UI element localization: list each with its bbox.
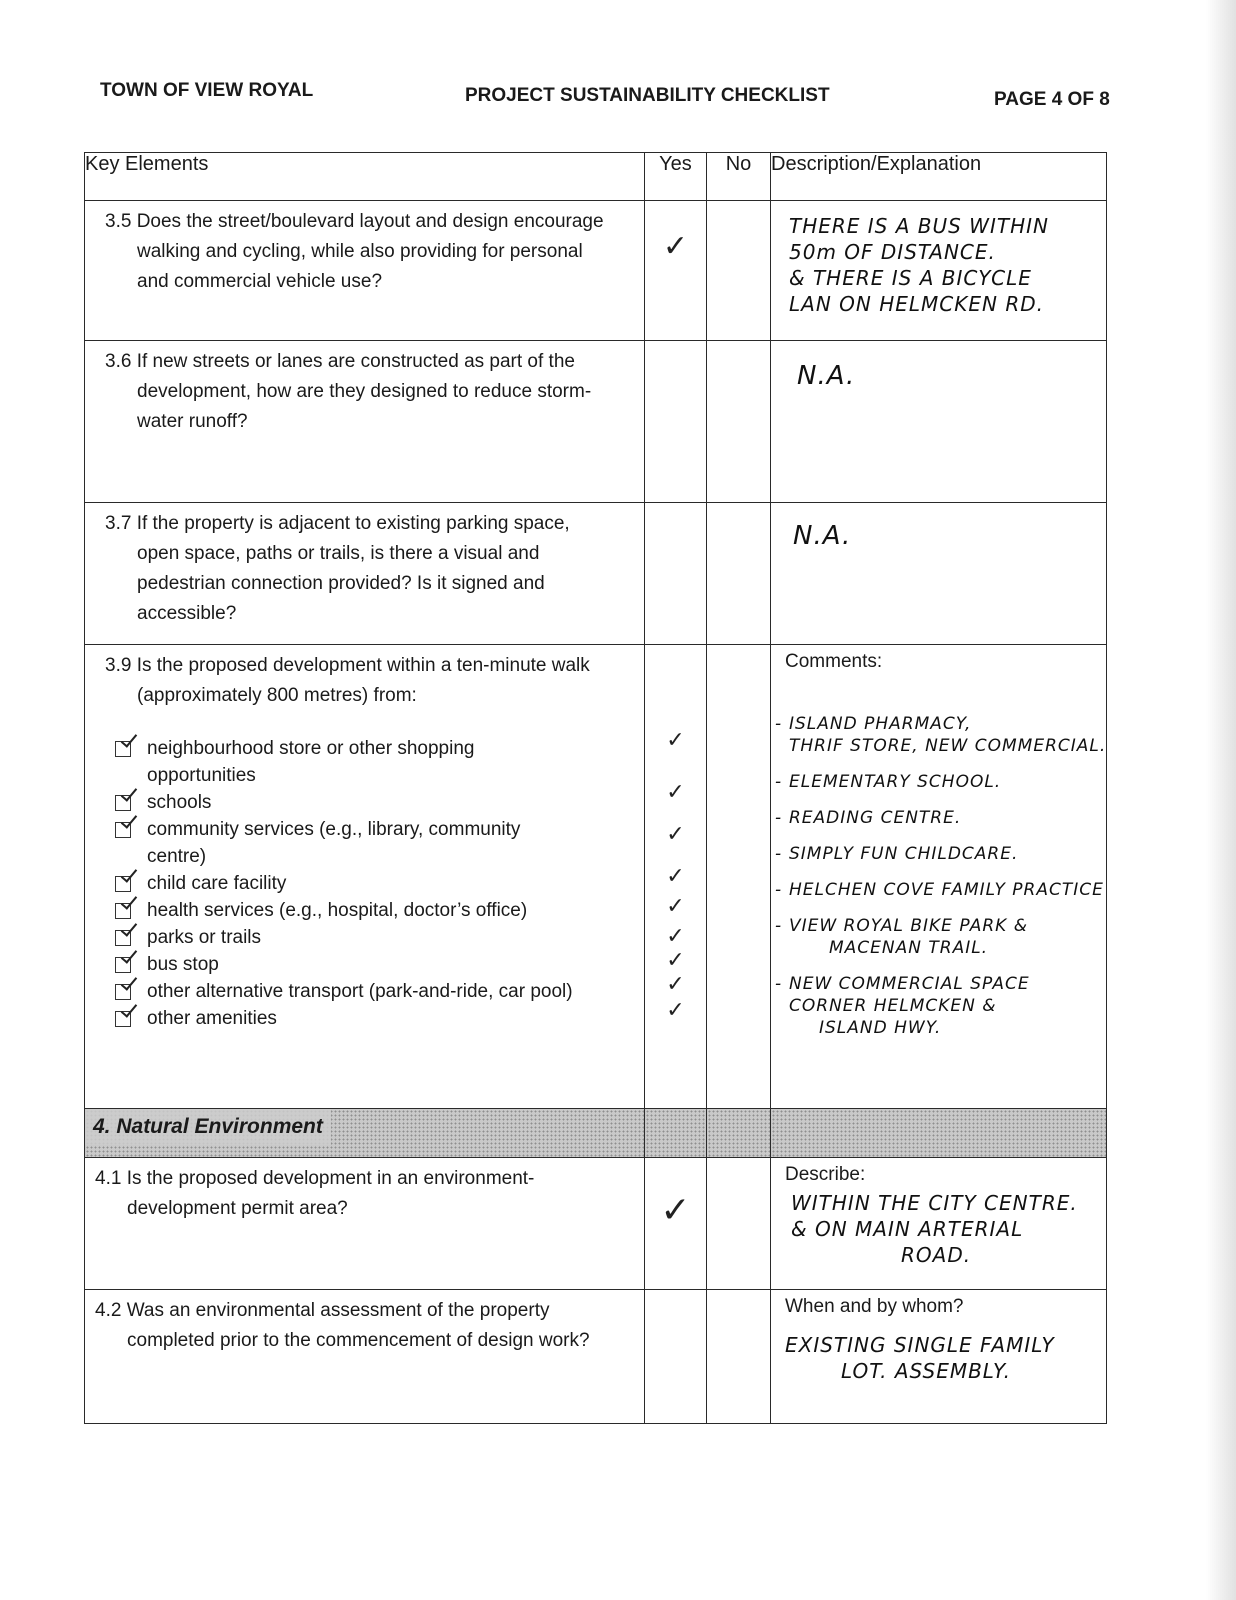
list-item	[115, 816, 644, 870]
handwritten-answer: - NEW COMMERCIAL SPACE	[789, 974, 1030, 994]
section-shaded-cell	[707, 1109, 771, 1158]
page-edge-shadow	[1206, 0, 1236, 1600]
handwritten-answer: - ELEMENTARY SCHOOL.	[789, 772, 1002, 792]
answer-3-9	[771, 645, 1107, 1109]
yes-checkmark: ✓	[666, 998, 685, 1023]
no-cell-3-6	[707, 341, 771, 503]
question-line: water runoff?	[137, 411, 248, 432]
yes-cell-4-2	[645, 1290, 707, 1424]
handwritten-answer: & ON MAIN ARTERIAL	[791, 1217, 1024, 1241]
section-header-row	[85, 1109, 1107, 1158]
amenity-label: other amenities	[147, 1008, 277, 1029]
handwritten-answer: LAN ON HELMCKEN RD.	[789, 292, 1044, 316]
checkbox-icon	[115, 1011, 131, 1027]
handwritten-answer: THRIF STORE, NEW COMMERCIAL.	[789, 736, 1107, 756]
amenity-label: child care facility	[147, 873, 287, 894]
header-org: TOWN OF VIEW ROYAL	[100, 80, 314, 101]
question-line: 3.9 Is the proposed development within a ten-minute walk	[105, 655, 590, 676]
table-row-4-1	[85, 1158, 1107, 1290]
question-3-5	[85, 201, 645, 341]
answer-4-2	[771, 1290, 1107, 1424]
yes-cell-4-1	[645, 1158, 707, 1290]
table-row-3-6	[85, 341, 1107, 503]
yes-checkmark: ✓	[662, 229, 689, 264]
question-3-7	[85, 503, 645, 645]
list-item	[775, 713, 1106, 757]
question-line: 3.7 If the property is adjacent to existing parking space,	[105, 513, 570, 534]
handwritten-answer: LOT. ASSEMBLY.	[841, 1359, 1012, 1383]
yes-checkmark: ✓	[666, 822, 685, 847]
question-line: open space, paths or trails, is there a visual and	[137, 543, 540, 564]
list-item	[115, 735, 644, 789]
checkbox-icon	[115, 822, 131, 838]
checkbox-icon	[115, 984, 131, 1000]
handwritten-answer: & THERE IS A BICYCLE	[789, 266, 1032, 290]
handwritten-answer: N.A.	[793, 521, 852, 551]
handwritten-answer: 50m OF DISTANCE.	[789, 240, 996, 264]
handwritten-answer: ISLAND HWY.	[819, 1018, 942, 1038]
col-header-key-elements: Key Elements	[85, 153, 645, 201]
question-4-2	[85, 1290, 645, 1424]
yes-checkmark: ✓	[666, 728, 685, 753]
question-3-6	[85, 341, 645, 503]
yes-checkmark: ✓	[666, 894, 685, 919]
question-line: (approximately 800 metres) from:	[137, 685, 417, 706]
amenity-label: neighbourhood store or other shopping	[147, 738, 475, 759]
yes-checkmark: ✓	[666, 972, 685, 997]
handwritten-answer: THERE IS A BUS WITHIN	[789, 214, 1049, 238]
describe-label: Describe:	[785, 1164, 866, 1185]
header-page-number: PAGE 4 OF 8	[994, 89, 1110, 110]
yes-cell-3-5	[645, 201, 707, 341]
question-line: development, how are they designed to reduce storm-	[137, 381, 592, 402]
handwritten-answer: EXISTING SINGLE FAMILY	[785, 1333, 1055, 1357]
question-line: development permit area?	[127, 1198, 348, 1219]
no-cell-4-1	[707, 1158, 771, 1290]
handwritten-answer: WITHIN THE CITY CENTRE.	[791, 1191, 1078, 1215]
handwritten-answer: CORNER HELMCKEN &	[789, 996, 997, 1016]
handwritten-answer: - VIEW ROYAL BIKE PARK &	[789, 916, 1028, 936]
question-line: 4.2 Was an environmental assessment of the property	[95, 1300, 550, 1321]
amenity-label: parks or trails	[147, 927, 262, 948]
checkbox-icon	[115, 903, 131, 919]
no-cell-3-5	[707, 201, 771, 341]
yes-checkmark: ✓	[666, 864, 685, 889]
list-item	[775, 807, 1106, 829]
amenity-label: community services (e.g., library, community	[147, 819, 521, 840]
amenity-label: bus stop	[147, 954, 219, 975]
checklist-table	[84, 152, 1107, 1424]
no-cell-3-7	[707, 503, 771, 645]
list-item	[115, 1005, 644, 1032]
handwritten-answer-list	[771, 713, 1106, 1039]
handwritten-answer: - READING CENTRE.	[789, 808, 962, 828]
yes-checkmark: ✓	[666, 948, 685, 973]
table-row-3-7	[85, 503, 1107, 645]
question-3-9	[85, 645, 645, 1109]
question-line: and commercial vehicle use?	[137, 271, 383, 292]
list-item	[775, 879, 1106, 901]
table-row-3-5	[85, 201, 1107, 341]
checkbox-icon	[115, 876, 131, 892]
question-4-1	[85, 1158, 645, 1290]
checkbox-icon	[115, 795, 131, 811]
list-item	[115, 924, 644, 951]
list-item	[115, 789, 644, 816]
checkbox-icon	[115, 957, 131, 973]
handwritten-answer: MACENAN TRAIL.	[829, 938, 989, 958]
col-header-yes: Yes	[645, 153, 707, 201]
section-title: 4. Natural Environment	[85, 1109, 331, 1145]
question-line: 4.1 Is the proposed development in an environment-	[95, 1168, 535, 1189]
question-line: walking and cycling, while also providing for personal	[137, 241, 583, 262]
comments-label: Comments:	[785, 651, 883, 672]
answer-4-1	[771, 1158, 1107, 1290]
section-shaded-cell	[771, 1109, 1107, 1158]
answer-3-5	[771, 201, 1107, 341]
yes-cell-3-9	[645, 645, 707, 1109]
handwritten-answer: - ISLAND PHARMACY,	[789, 714, 972, 734]
list-item	[775, 973, 1106, 1039]
answer-3-7	[771, 503, 1107, 645]
question-line: 3.5 Does the street/boulevard layout and design encourage	[105, 211, 604, 232]
checkbox-icon	[115, 930, 131, 946]
handwritten-answer: - SIMPLY FUN CHILDCARE.	[789, 844, 1019, 864]
list-item	[775, 771, 1106, 793]
amenity-label: opportunities	[147, 765, 256, 786]
amenity-label: schools	[147, 792, 212, 813]
list-item	[115, 897, 644, 924]
yes-checkmark: ✓	[660, 1190, 691, 1231]
handwritten-answer: N.A.	[797, 361, 856, 391]
list-item	[775, 915, 1106, 959]
table-row-3-9	[85, 645, 1107, 1109]
list-item	[115, 951, 644, 978]
question-line: accessible?	[137, 603, 237, 624]
yes-checkmark: ✓	[666, 780, 685, 805]
amenity-label: centre)	[147, 846, 207, 867]
list-item	[115, 870, 644, 897]
header-title: PROJECT SUSTAINABILITY CHECKLIST	[465, 85, 830, 106]
answer-3-6	[771, 341, 1107, 503]
handwritten-answer: - HELCHEN COVE FAMILY PRACTICE	[789, 880, 1104, 900]
checkbox-icon	[115, 741, 131, 757]
yes-cell-3-7	[645, 503, 707, 645]
col-header-description: Description/Explanation	[771, 153, 1107, 201]
yes-cell-3-6	[645, 341, 707, 503]
amenity-label: other alternative transport (park-and-ride, car pool)	[147, 981, 573, 1002]
question-line: pedestrian connection provided? Is it signed and	[137, 573, 545, 594]
list-item	[115, 978, 644, 1005]
when-by-whom-label: When and by whom?	[785, 1296, 964, 1317]
question-line: completed prior to the commencement of design work?	[127, 1330, 590, 1351]
no-cell-3-9	[707, 645, 771, 1109]
section-shaded-cell	[645, 1109, 707, 1158]
no-cell-4-2	[707, 1290, 771, 1424]
amenity-label: health services (e.g., hospital, doctor’s office)	[147, 900, 528, 921]
table-row-4-2	[85, 1290, 1107, 1424]
handwritten-answer: ROAD.	[901, 1243, 972, 1267]
question-line: 3.6 If new streets or lanes are constructed as part of the	[105, 351, 575, 372]
table-header-row	[85, 153, 1107, 201]
list-item	[775, 843, 1106, 865]
section-title-cell	[85, 1109, 645, 1158]
amenity-checklist	[85, 735, 644, 1032]
col-header-no: No	[707, 153, 771, 201]
yes-checkmark: ✓	[666, 924, 685, 949]
